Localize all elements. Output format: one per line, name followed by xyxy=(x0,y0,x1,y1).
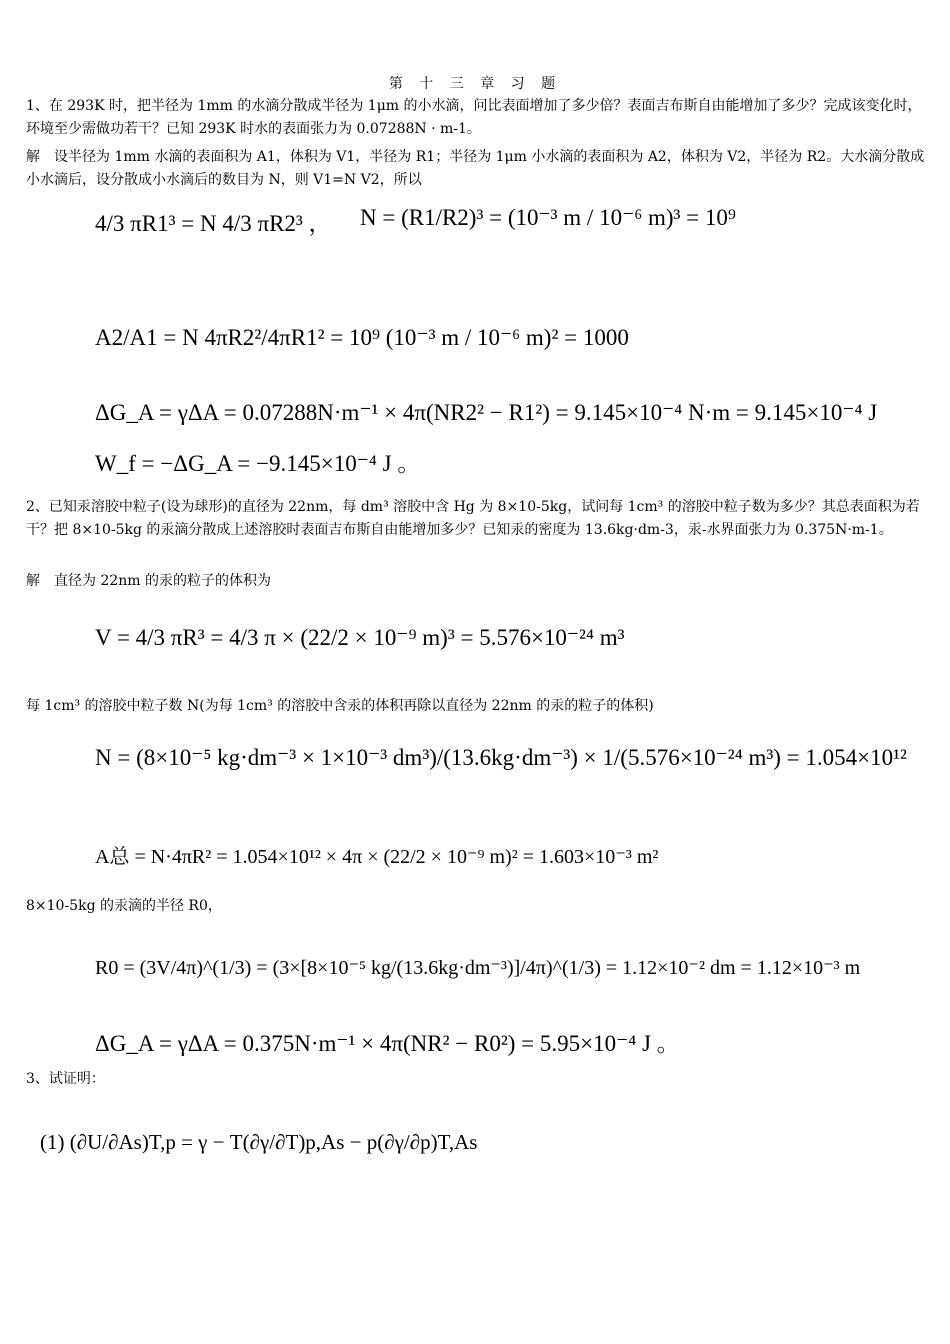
problem-2-solution: 解 直径为 22nm 的汞的粒子的体积为 xyxy=(26,573,272,589)
p2-eq-n: N = (8×10⁻⁵ kg·dm⁻³ × 1×10⁻³ dm³)/(13.6kg·dm⁻³) × 1/(5.576×10⁻²⁴ m³) = 1.054×10¹² xyxy=(95,745,907,770)
p1-eq-work: W_f = −ΔG_A = −9.145×10⁻⁴ J 。 xyxy=(95,451,421,476)
p1-eq-n: N = (R1/R2)³ = (10⁻³ m / 10⁻⁶ m)³ = 10⁹ xyxy=(360,205,736,230)
p1-eq-area-ratio: A2/A1 = N 4πR2²/4πR1² = 10⁹ (10⁻³ m / 10⁻⁶ m)² = 1000 xyxy=(95,325,629,350)
problem-1-question: 1、在 293K 时，把半径为 1mm 的水滴分散成半径为 1μm 的小水滴，问比表面增加了多少倍？表面吉布斯自由能增加了多少？完成该变化时，环境至少需做功若干？已知 293K 时水的表面张力为 0.07288N · m-1。 xyxy=(26,98,922,137)
p1-eq-volume: 4/3 πR1³ = N 4/3 πR2³ ， xyxy=(95,211,332,236)
page-title: 第 十 三 章 习 题 xyxy=(388,76,562,92)
problem-2-question: 2、已知汞溶胶中粒子(设为球形)的直径为 22nm，每 dm³ 溶胶中含 Hg 为 8×10-5kg，试问每 1cm³ 的溶胶中粒子数为多少？其总表面积为若干？把 8×10-5kg 的汞滴分散成上述溶胶时表面吉布斯自由能增加多少？已知汞的密度为 13.6kg·dm-3，汞-水界面张力为 0.375N·m-1。 xyxy=(26,499,920,538)
problem-1-solution: 解 设半径为 1mm 水滴的表面积为 A1，体积为 V1，半径为 R1；半径为 1μm 小水滴的表面积为 A2，体积为 V2，半径为 R2。大水滴分散成小水滴后，设分散成小水滴后的数目为 N，则 V1=N V2，所以 xyxy=(26,149,925,188)
p2-eq-delta-g: ΔG_A = γΔA = 0.375N·m⁻¹ × 4π(NR² − R0²) = 5.95×10⁻⁴ J 。 xyxy=(95,1031,680,1056)
p2-note-radius: 8×10-5kg 的汞滴的半径 R0， xyxy=(26,898,222,914)
p1-eq-delta-g: ΔG_A = γΔA = 0.07288N·m⁻¹ × 4π(NR2² − R1²) = 9.145×10⁻⁴ N·m = 9.145×10⁻⁴ J xyxy=(95,400,878,425)
p2-eq-radius: R0 = (3V/4π)^(1/3) = (3×[8×10⁻⁵ kg/(13.6kg·dm⁻³)]/4π)^(1/3) = 1.12×10⁻² dm = 1.12×10⁻³ m xyxy=(95,957,861,979)
p2-eq-total-area: A总 = N·4πR² = 1.054×10¹² × 4π × (22/2 × 10⁻⁹ m)² = 1.603×10⁻³ m² xyxy=(95,846,659,868)
problem-3-question: 3、试证明： xyxy=(26,1071,105,1087)
p3-eq-1: (1) (∂U/∂As)T,p = γ − T(∂γ/∂T)p,As − p(∂γ/∂p)T,As xyxy=(40,1130,478,1154)
p2-note-particle-count: 每 1cm³ 的溶胶中粒子数 N(为每 1cm³ 的溶胶中含汞的体积再除以直径为 22nm 的汞的粒子的体积) xyxy=(26,698,654,714)
p2-eq-volume: V = 4/3 πR³ = 4/3 π × (22/2 × 10⁻⁹ m)³ = 5.576×10⁻²⁴ m³ xyxy=(95,625,625,650)
